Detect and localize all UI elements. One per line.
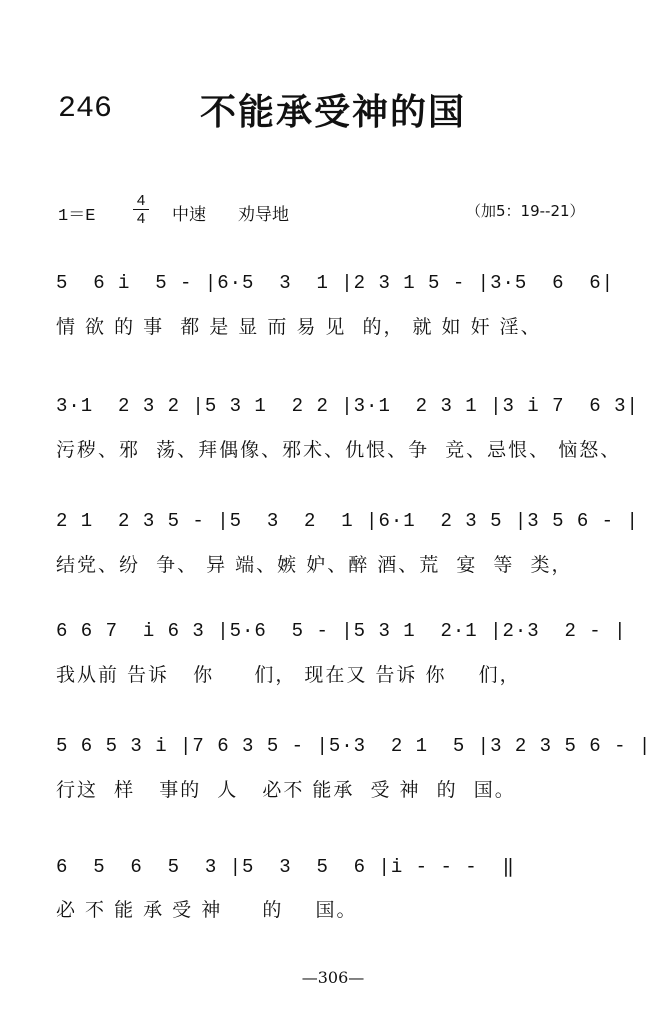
music-system — [56, 395, 656, 462]
key-signature: 1＝E — [58, 207, 96, 226]
tempo-marking: 中速 — [172, 205, 206, 225]
notation-line: 5 6 5 3 i |7 6 3 5 - |5·3 2 1 5 |3 2 3 5 6 - | — [56, 735, 652, 757]
music-system — [56, 272, 656, 339]
lyrics-line: 情 欲 的 事 都 是 显 而 易 见 的， 就 如 奸 淫、 — [56, 316, 542, 338]
notation-line: 5 6 i 5 - |6·5 3 1 |2 3 1 5 - |3·5 6 6| — [56, 272, 615, 294]
notation-line: 6 6 7 i 6 3 |5·6 5 - |5 3 1 2·1 |2·3 2 - | — [56, 620, 627, 642]
scripture-reference: （加5：19--21） — [466, 202, 585, 220]
time-denominator: 4 — [133, 209, 149, 227]
notation-line: 3·1 2 3 2 |5 3 1 2 2 |3·1 2 3 1 |3 i 7 6 3| — [56, 395, 639, 417]
music-system — [56, 510, 656, 577]
lyrics-line: 结党、纷 争、 异 端、嫉 妒、醉 酒、荒 宴 等 类， — [56, 554, 573, 576]
lyrics-line: 行这 样 事的 人 必不 能承 受 神 的 国。 — [56, 779, 516, 801]
notation-line: 2 1 2 3 5 - |5 3 2 1 |6·1 2 3 5 |3 5 6 - | — [56, 510, 639, 532]
music-system — [56, 620, 656, 687]
hymn-number: 246 — [58, 92, 113, 126]
expression-marking: 劝导地 — [238, 205, 289, 225]
lyrics-line: 我从前 告诉 你 们， 现在又 告诉 你 们， — [56, 664, 521, 686]
time-numerator: 4 — [136, 192, 146, 209]
notation-line: 6 5 6 5 3 |5 3 5 6 |i - - - ‖ — [56, 856, 515, 878]
time-signature — [133, 192, 149, 227]
page-number: —306— — [301, 968, 365, 987]
lyrics-line: 必 不 能 承 受 神 的 国。 — [56, 899, 358, 921]
lyrics-line: 污秽、邪 荡、拜偶像、邪术、仇恨、争 竞、忌恨、 恼怒、 — [56, 439, 622, 461]
music-system — [56, 735, 656, 802]
music-system — [56, 855, 656, 922]
hymn-title: 不能承受神的国 — [200, 91, 467, 133]
